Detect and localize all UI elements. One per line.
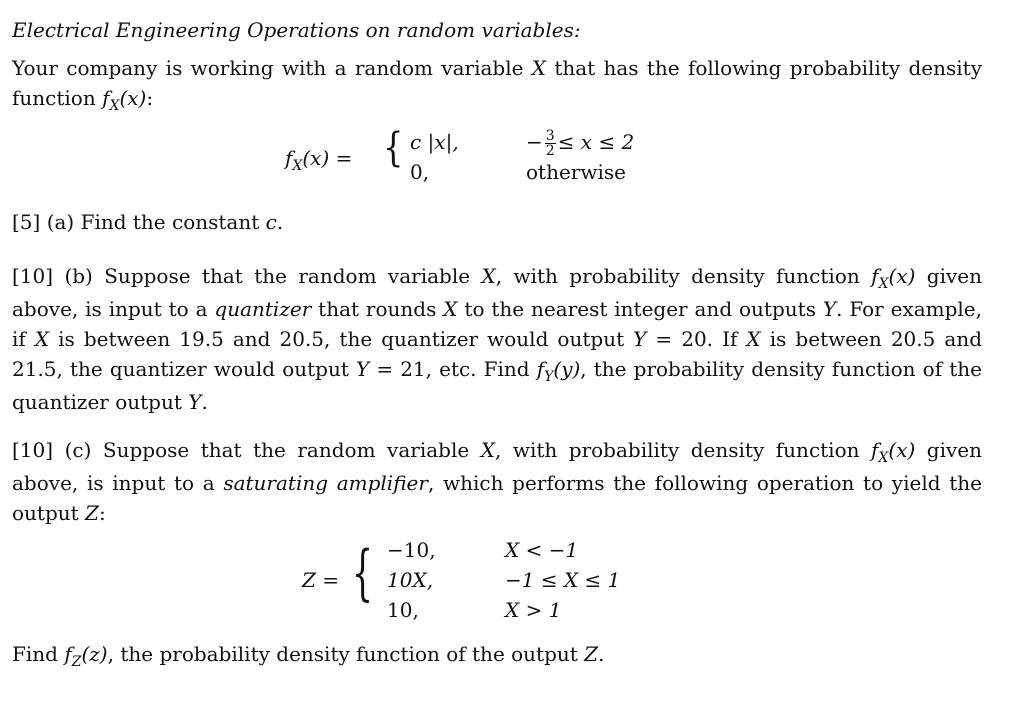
fx-symbol: f <box>102 86 110 110</box>
z-case3-value: 10, <box>387 598 419 622</box>
fx-case2-condition: otherwise <box>526 160 626 184</box>
var-c: c <box>265 210 277 234</box>
z-case1-condition: X < −1 <box>505 538 579 562</box>
fraction: $\frac{3}{2}$ <box>545 128 555 159</box>
term-quantizer: quantizer <box>214 297 312 321</box>
fx-case1-value: c |x|, <box>410 130 459 154</box>
z-case1-value: −10, <box>387 538 436 562</box>
term-saturating-amplifier: saturating amplifier <box>223 471 428 495</box>
equation-fx-lhs: $f_X(x)$ = <box>285 146 353 174</box>
intro-text: that has the following probability density function <box>12 56 983 110</box>
left-brace-icon: { <box>352 538 374 608</box>
intro-paragraph <box>12 53 982 116</box>
fx-argument: (x) <box>119 86 147 110</box>
left-brace-icon: { <box>383 125 404 171</box>
part-c: [10] (c) Suppose that the random variable X, with probability density function $f_X(x)$ given above, is input to a saturating amplifier, which performs the following operation to yield the output Z: <box>12 438 983 525</box>
z-case3-condition: X > 1 <box>505 598 562 622</box>
fx-case1-condition: − $\frac{3}{2}$ ≤ x ≤ 2 <box>526 128 635 159</box>
document-title: Electrical Engineering Operations on random variables: <box>12 18 581 42</box>
final-question: Find $f_Z(z)$, the probability density function of the output Z. <box>12 642 605 670</box>
intro-text: Your company is working with a random variable <box>12 56 532 80</box>
var-x: X <box>531 56 547 80</box>
equation-z-lhs: Z = <box>302 568 340 592</box>
part-a-text: [5] (a) Find the constant <box>12 210 266 234</box>
z-case2-value: 10X, <box>387 568 434 592</box>
part-a: [5] (a) Find the constant c. <box>12 210 284 234</box>
z-case2-condition: −1 ≤ X ≤ 1 <box>505 568 621 592</box>
fx-case2-value: 0, <box>410 160 430 184</box>
fx-subscript: X <box>109 98 120 114</box>
part-b: [10] (b) Suppose that the random variable X, with probability density function $f_X(x)$ given above, is input to a quantizer that rounds X to the nearest integer and outputs Y. For example, if X is between 19.5 and 20.5, the quantizer would output Y = 20. If X is between 20.5 and 21.5, the quantizer would output Y = 21, etc. Find $f_Y(y)$, the probability density function of the quantizer output Y. <box>12 264 983 414</box>
intro-text: : <box>146 86 154 110</box>
